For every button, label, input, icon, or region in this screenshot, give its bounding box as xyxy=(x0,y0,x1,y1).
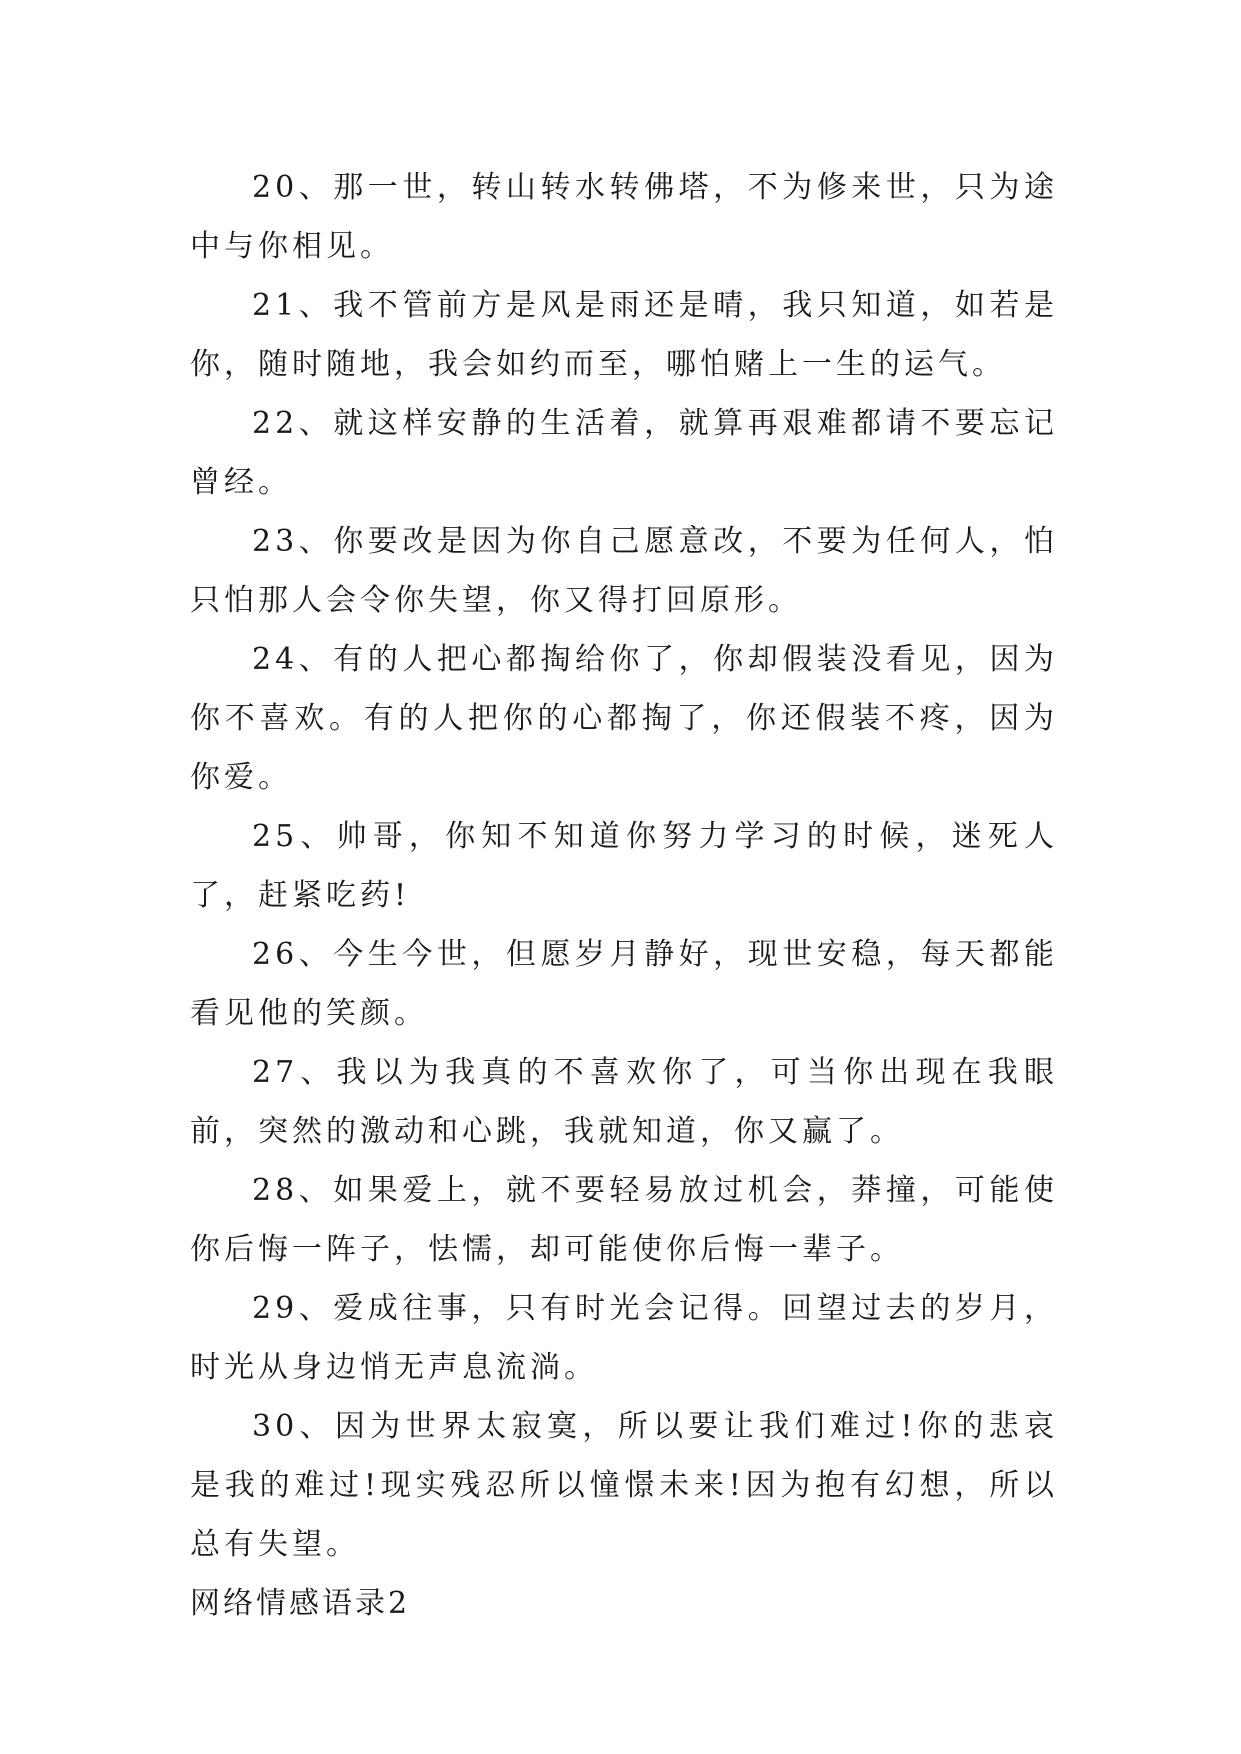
quote-paragraph-25: 25、帅哥，你知不知道你努力学习的时候，迷死人了，赶紧吃药! xyxy=(190,819,1058,913)
quote-paragraph-26: 26、今生今世，但愿岁月静好，现世安稳，每天都能看见他的笑颜。 xyxy=(190,937,1058,1031)
quote-paragraph-28: 28、如果爱上，就不要轻易放过机会，莽撞，可能使你后悔一阵子，怯懦，却可能使你后悔一辈子。 xyxy=(190,1173,1058,1267)
quote-paragraph-24: 24、有的人把心都掏给你了，你却假装没看见，因为你不喜欢。有的人把你的心都掏了，你还假装不疼，因为你爱。 xyxy=(190,642,1058,795)
quote-paragraph-22: 22、就这样安静的生活着，就算再艰难都请不要忘记曾经。 xyxy=(190,406,1058,500)
quote-paragraph-29: 29、爱成往事，只有时光会记得。回望过去的岁月，时光从身边悄无声息流淌。 xyxy=(190,1291,1058,1385)
document-page xyxy=(190,158,1058,1633)
quote-paragraph-27: 27、我以为我真的不喜欢你了，可当你出现在我眼前，突然的激动和心跳，我就知道，你又赢了。 xyxy=(190,1055,1058,1149)
quote-paragraph-20: 20、那一世，转山转水转佛塔，不为修来世，只为途中与你相见。 xyxy=(190,170,1058,264)
quote-paragraph-23: 23、你要改是因为你自己愿意改，不要为任何人，怕只怕那人会令你失望，你又得打回原形。 xyxy=(190,524,1058,618)
quote-paragraph-30: 30、因为世界太寂寞，所以要让我们难过!你的悲哀是我的难过!现实残忍所以憧憬未来!因为抱有幻想，所以总有失望。 xyxy=(190,1409,1058,1562)
section-heading: 网络情感语录2 xyxy=(190,1586,411,1621)
quote-paragraph-21: 21、我不管前方是风是雨还是晴，我只知道，如若是你，随时随地，我会如约而至，哪怕赌上一生的运气。 xyxy=(190,288,1058,382)
